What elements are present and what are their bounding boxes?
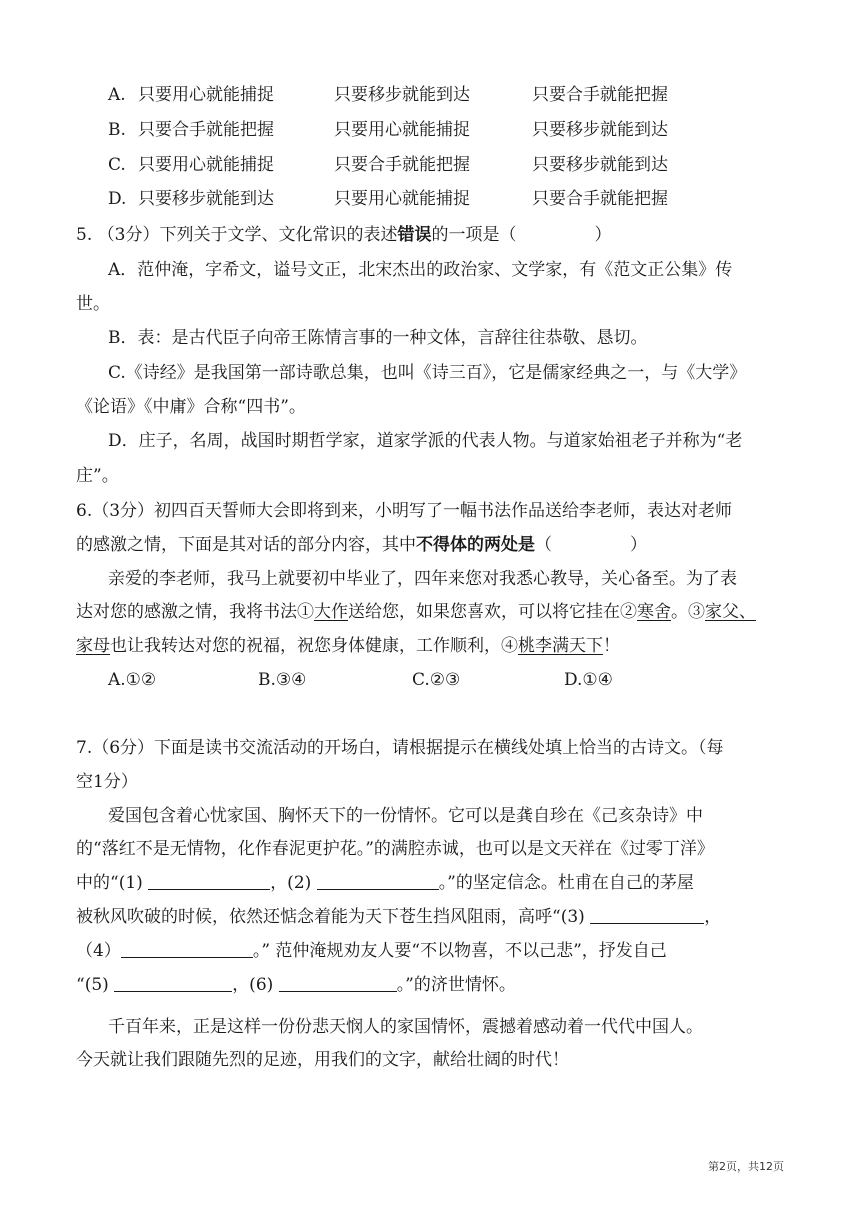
q6-stem-cont: 的感激之情，下面是其对话的部分内容，其中不得体的两处是（ ）	[76, 535, 647, 555]
q6-option-d: D.①④	[564, 670, 613, 690]
option-text-2: 只要合手就能把握	[334, 155, 470, 175]
q5-option-b: B．表：是古代臣子向帝王陈情言事的一种文体，言辞往往恭敬、恳切。	[108, 328, 648, 348]
q5-option-c: C.《诗经》是我国第一部诗歌总集，也叫《诗三百》，它是儒家经典之一，与《大学》	[108, 363, 747, 383]
option-text-1: 只要用心就能捕捉	[138, 155, 274, 175]
blank-4[interactable]	[121, 941, 253, 958]
q6-stem: 6.（3分）初四百天誓师大会即将到来，小明写了一幅书法作品送给李老师，表达对老师	[76, 501, 733, 521]
q7-stem: 7.（6分）下面是读书交流活动的开场白，请根据提示在横线处填上恰当的古诗文。（每	[76, 738, 724, 758]
q6-option-b: B.③④	[258, 670, 307, 690]
option-text-3: 只要移步就能到达	[532, 155, 668, 175]
q7-passage-line-4: 被秋风吹破的时候，依然还惦念着能为天下苍生挡风阻雨，高呼“(3) ，	[76, 907, 722, 927]
option-text-1: 只要移步就能到达	[138, 189, 274, 209]
q6-passage-line-2: 达对您的感激之情，我将书法①大作送给您，如果您喜欢，可以将它挂在②寒舍。③家父、	[76, 602, 756, 622]
blank-3[interactable]	[590, 907, 704, 924]
option-text-3: 只要合手就能把握	[532, 189, 668, 209]
q7-passage-line-1: 爱国包含着心忧家国、胸怀天下的一份情怀。它可以是龚自珍在《己亥杂诗》中	[108, 806, 703, 826]
option-text-2: 只要移步就能到达	[334, 85, 470, 105]
blank-5[interactable]	[114, 975, 232, 992]
q7-passage-line-6: “(5) ，(6) 。”的济世情怀。	[76, 975, 516, 995]
q7-stem-cont: 空1分）	[76, 772, 138, 792]
option-label: B.	[108, 120, 126, 140]
option-text-1: 只要用心就能捕捉	[138, 85, 274, 105]
option-text-2: 只要用心就能捕捉	[334, 120, 470, 140]
q5-option-a-cont: 世。	[76, 294, 110, 314]
q6-passage-line-1: 亲爱的李老师，我马上就要初中毕业了，四年来您对我悉心教导，关心备至。为了表	[108, 569, 737, 589]
option-text-3: 只要合手就能把握	[532, 85, 668, 105]
option-label: A.	[108, 85, 126, 105]
option-text-2: 只要用心就能捕捉	[334, 189, 470, 209]
q7-passage-line-5: （4） 。” 范仲淹规劝友人要“不以物喜，不以己悲”，抒发自己	[76, 941, 667, 961]
q6-passage-line-3: 家母也让我转达对您的祝福，祝您身体健康，工作顺利，④桃李满天下！	[76, 636, 620, 656]
q5-option-d-cont: 庄”。	[76, 466, 119, 486]
blank-1[interactable]	[148, 873, 270, 890]
q5-stem: 5. （3分）下列关于文学、文化常识的表述错误的一项是（ ）	[76, 225, 612, 245]
option-label: D.	[108, 189, 127, 209]
page-number: 第2页，共12页	[708, 1160, 784, 1173]
option-text-3: 只要移步就能到达	[532, 120, 668, 140]
option-text-1: 只要合手就能把握	[138, 120, 274, 140]
q5-option-c-cont: 《论语》《中庸》合称“四书”。	[76, 397, 306, 417]
q6-option-c: C.②③	[412, 670, 461, 690]
blank-6[interactable]	[279, 975, 397, 992]
q5-option-d: D．庄子，名周，战国时期哲学家，道家学派的代表人物。与道家始祖老子并称为“老	[108, 431, 743, 451]
q7-passage-line-8: 今天就让我们跟随先烈的足迹，用我们的文字，献给壮阔的时代！	[76, 1050, 569, 1070]
q6-option-a: A.①②	[108, 670, 157, 690]
option-label: C.	[108, 155, 126, 175]
q5-option-a: A．范仲淹，字希文，谥号文正，北宋杰出的政治家、文学家，有《范文正公集》传	[108, 260, 733, 280]
q7-passage-line-7: 千百年来，正是这样一份份悲天悯人的家国情怀，震撼着感动着一代代中国人。	[108, 1017, 703, 1037]
q7-passage-line-2: 的“落红不是无情物，化作春泥更护花。”的满腔赤诚，也可以是文天祥在《过零丁洋》	[76, 839, 714, 859]
q7-passage-line-3: 中的“(1) ，(2) 。”的坚定信念。杜甫在自己的茅屋	[76, 873, 694, 893]
blank-2[interactable]	[317, 873, 439, 890]
